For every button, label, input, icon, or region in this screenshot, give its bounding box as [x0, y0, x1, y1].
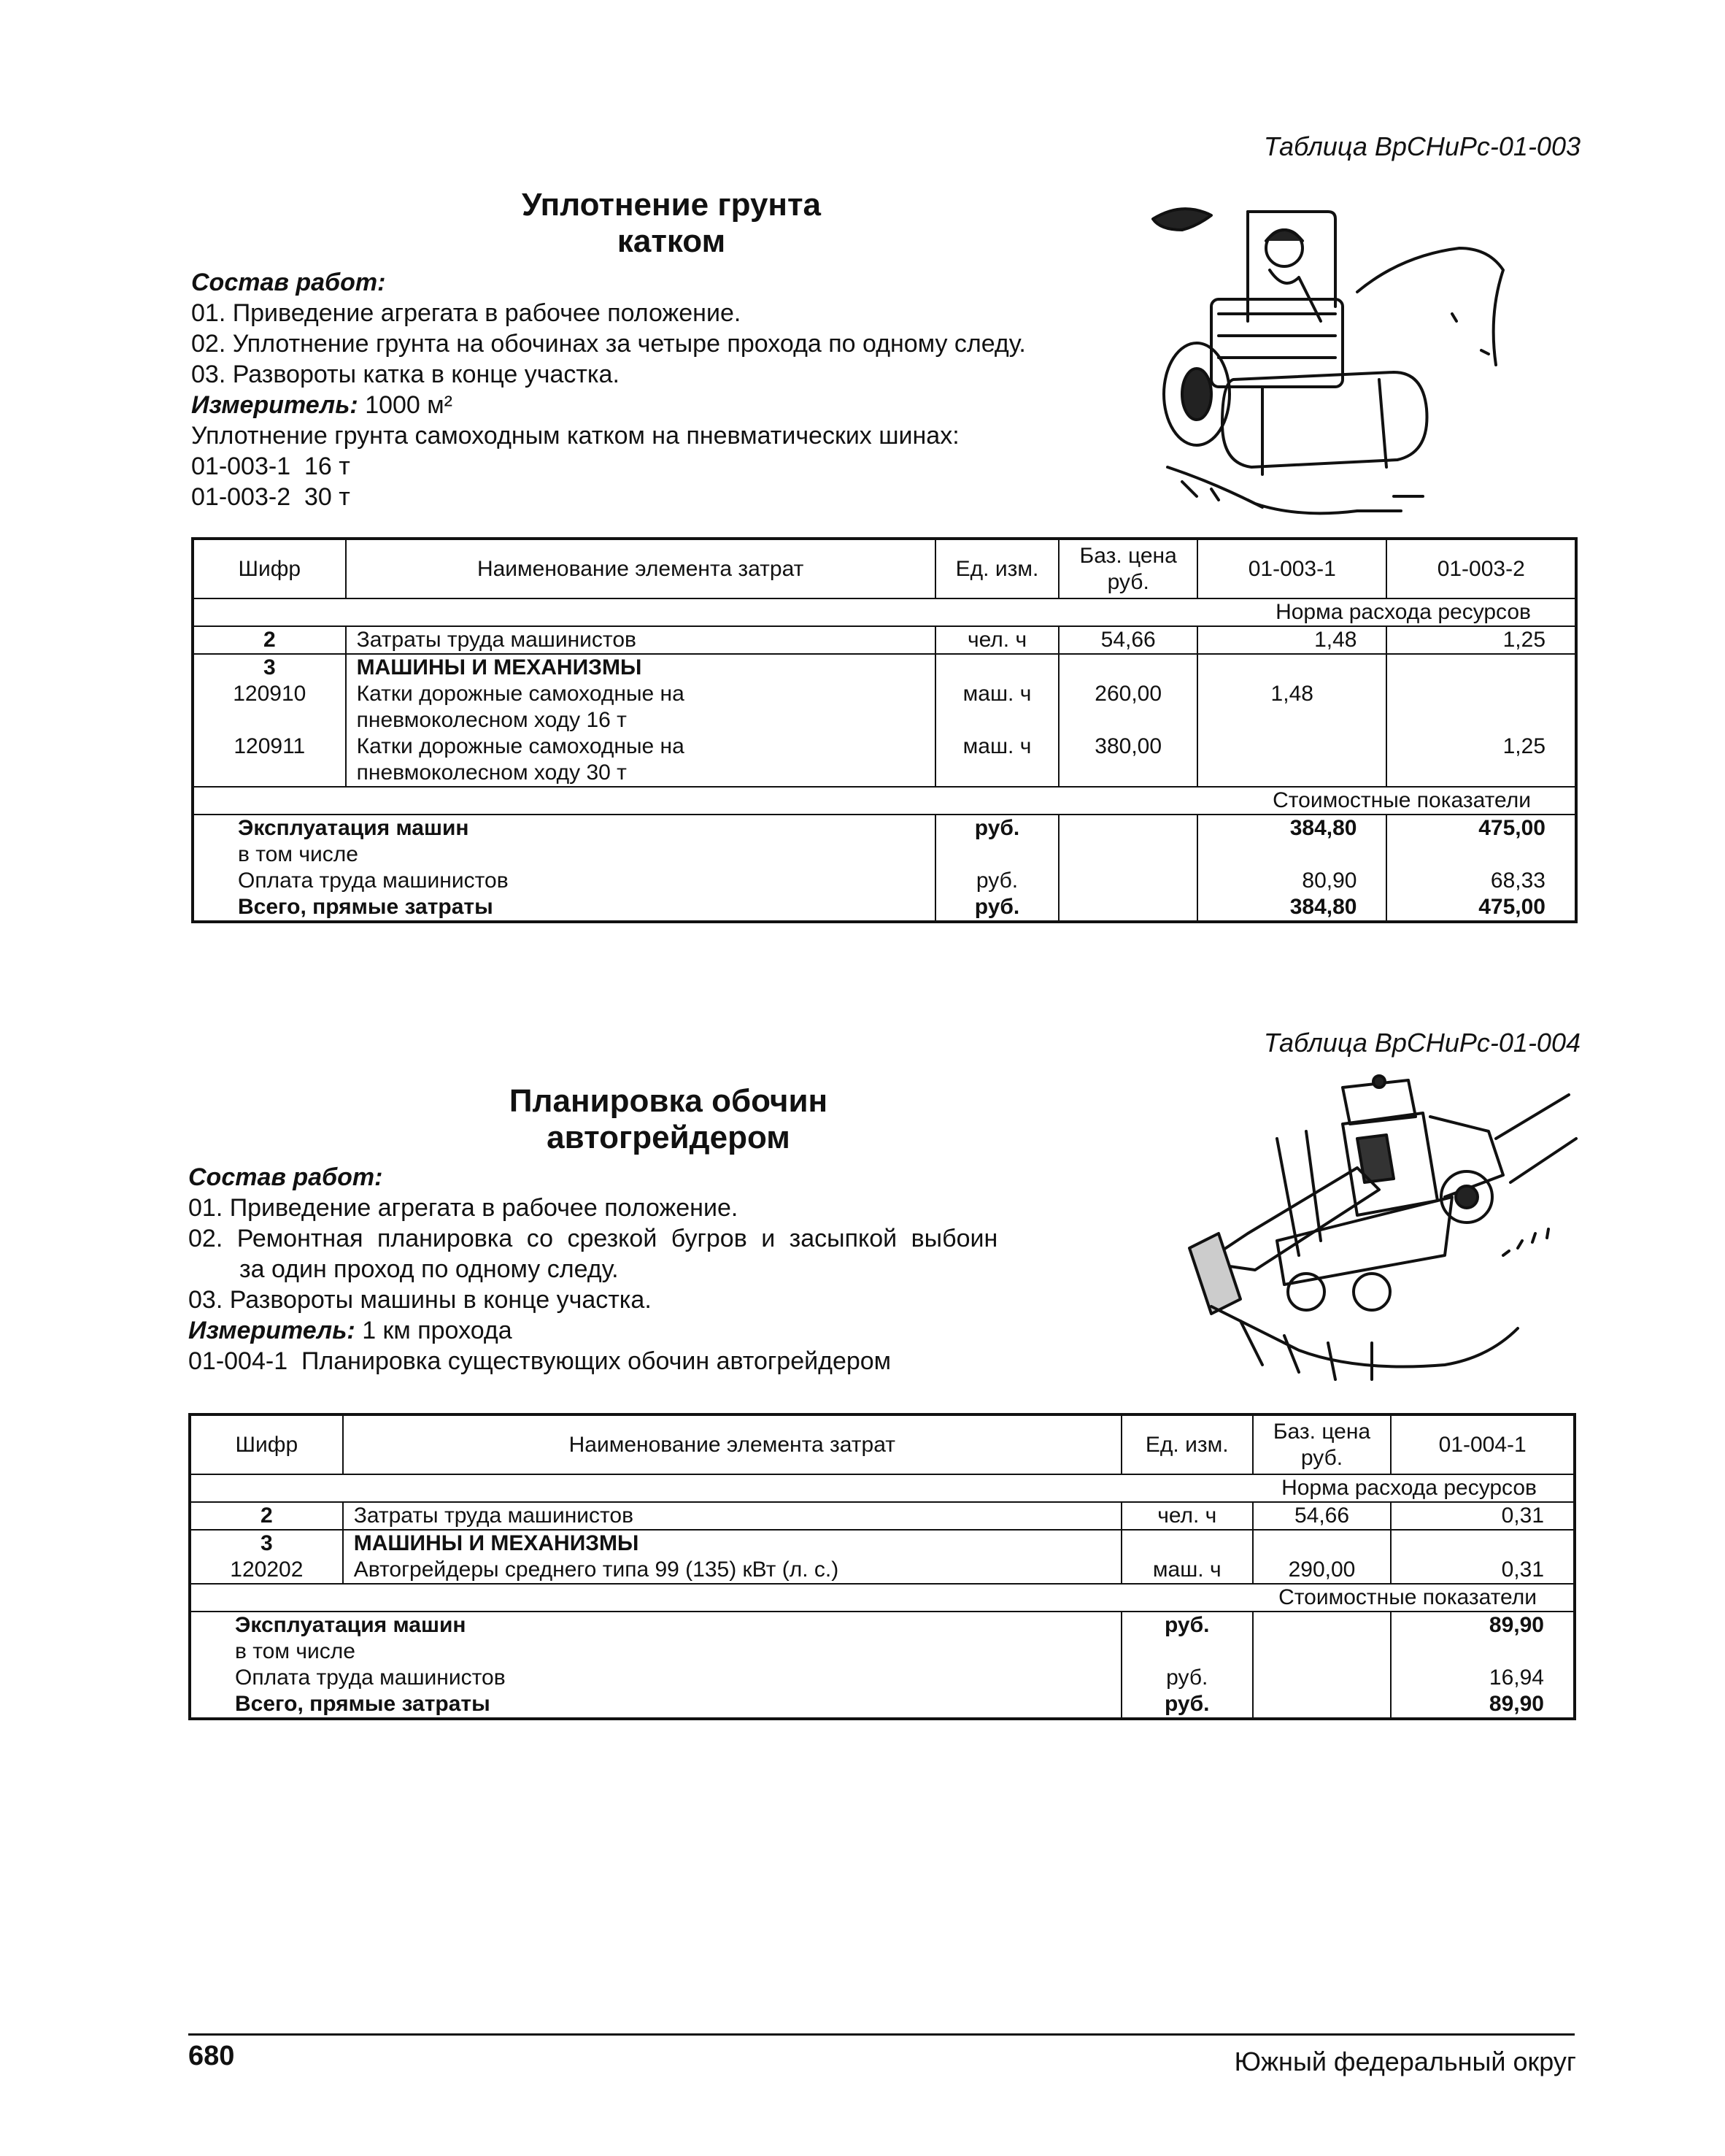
code-cell: 3 — [261, 1531, 273, 1555]
name-cell: Затраты труда машинистов — [346, 626, 935, 654]
price-cell: 54,66 — [1059, 626, 1197, 654]
unit-cell: маш. ч — [935, 734, 1060, 787]
unit-cell: руб. — [1122, 1691, 1253, 1719]
title-line: Планировка обочин — [509, 1083, 828, 1119]
header-cell: Ед. изм. — [935, 539, 1060, 598]
unit-cell: руб. — [935, 868, 1060, 894]
cost-row — [190, 1665, 1575, 1691]
measure-label: Измеритель: — [188, 1317, 355, 1344]
name-cell: МАШИНЫ И МЕХАНИЗМЫ — [346, 654, 935, 681]
unit-cell: чел. ч — [935, 626, 1060, 654]
measure-value: 1 км прохода — [362, 1317, 512, 1344]
work-step: 01. Приведение агрегата в рабочее положение. — [191, 299, 741, 327]
name-cell: МАШИНЫ И МЕХАНИЗМЫ — [343, 1530, 1122, 1557]
band-row — [190, 1584, 1575, 1612]
variant: 01-003-2 30 т — [191, 483, 350, 511]
table-label: Таблица ВрСНиРс-01-004 — [1263, 1028, 1581, 1058]
table-header-row — [193, 539, 1576, 598]
value-cell: 1,48 — [1197, 681, 1386, 734]
description: Уплотнение грунта самоходным катком на пневматических шинах: — [191, 422, 960, 450]
table-header-row — [190, 1414, 1575, 1474]
name-cell: Автогрейдеры среднего типа 99 (135) кВт (л. с.) — [343, 1557, 1122, 1584]
value-cell: 89,90 — [1391, 1691, 1575, 1719]
footer-region: Южный федеральный округ — [1234, 2047, 1576, 2076]
measure-label: Измеритель: — [191, 391, 358, 419]
work-description — [188, 1162, 1151, 1377]
cost-name: Оплата труда машинистов — [238, 869, 509, 893]
cost-name: Эксплуатация машин — [238, 816, 469, 840]
cost-row — [190, 1639, 1575, 1665]
value-cell: 475,00 — [1386, 815, 1576, 842]
norm-band: Норма расхода ресурсов — [190, 1474, 1575, 1502]
section-title — [416, 187, 927, 260]
band-row — [193, 787, 1576, 815]
cost-row — [193, 868, 1576, 894]
value-cell: 0,31 — [1391, 1557, 1575, 1584]
cost-name: Всего, прямые затраты — [238, 895, 493, 919]
price-cell: 380,00 — [1059, 734, 1197, 787]
work-description — [191, 267, 1140, 512]
unit-cell: руб. — [935, 815, 1060, 842]
unit-cell: руб. — [1122, 1665, 1253, 1691]
band-row — [193, 598, 1576, 626]
unit-cell: маш. ч — [935, 681, 1060, 734]
work-step: 02. Уплотнение грунта на обочинах за четыре прохода по одному следу. — [191, 330, 1026, 358]
value-cell: 384,80 — [1197, 815, 1386, 842]
header-cell: Наименование элемента затрат — [343, 1414, 1122, 1474]
cost-table — [188, 1413, 1576, 1720]
cost-row — [193, 842, 1576, 868]
price-cell: 54,66 — [1253, 1502, 1392, 1530]
description: 01-004-1 Планировка существующих обочин автогрейдером — [188, 1347, 892, 1375]
value-cell: 1,25 — [1386, 734, 1576, 787]
cost-name: Оплата труда машинистов — [235, 1666, 506, 1690]
header-cell: 01-003-2 — [1386, 539, 1576, 598]
header-cell: Баз. цена руб. — [1253, 1414, 1392, 1474]
table-row — [193, 681, 1576, 734]
measure-line — [191, 390, 1140, 420]
cost-row — [190, 1691, 1575, 1719]
variant: 01-003-1 16 т — [191, 453, 350, 480]
work-step: за один проход по одному следу. — [239, 1255, 619, 1283]
header-cell: 01-004-1 — [1391, 1414, 1575, 1474]
cost-name: в том числе — [235, 1639, 355, 1663]
code-cell: 120911 — [234, 734, 306, 758]
table-row — [193, 734, 1576, 787]
table-row — [193, 626, 1576, 654]
cost-name: в том числе — [238, 842, 358, 866]
value-cell — [1197, 734, 1386, 787]
table-row — [193, 654, 1576, 681]
cost-table — [191, 537, 1578, 923]
cost-row — [193, 894, 1576, 922]
value-cell: 384,80 — [1197, 894, 1386, 922]
header-cell: 01-003-1 — [1197, 539, 1386, 598]
price-cell: 290,00 — [1253, 1557, 1392, 1584]
name-cell: Затраты труда машинистов — [343, 1502, 1122, 1530]
cost-row — [190, 1612, 1575, 1639]
value-cell: 0,31 — [1391, 1502, 1575, 1530]
unit-cell: чел. ч — [1122, 1502, 1253, 1530]
work-step: 03. Развороты катка в конце участка. — [191, 361, 620, 388]
motor-grader-illustration — [1182, 1073, 1591, 1394]
value-cell: 475,00 — [1386, 894, 1576, 922]
title-line: катком — [617, 223, 726, 259]
work-step: 03. Развороты машины в конце участка. — [188, 1286, 652, 1314]
band-row — [190, 1474, 1575, 1502]
page-number: 680 — [188, 2041, 235, 2071]
table-row — [190, 1557, 1575, 1584]
work-step: 01. Приведение агрегата в рабочее положение. — [188, 1194, 738, 1222]
code-cell: 2 — [190, 1502, 343, 1530]
table-row — [190, 1530, 1575, 1557]
value-cell: 16,94 — [1391, 1665, 1575, 1691]
composition-label: Состав работ: — [188, 1163, 383, 1191]
code-cell: 120202 — [230, 1558, 304, 1582]
cost-name: Всего, прямые затраты — [235, 1692, 490, 1716]
name-cell: Катки дорожные самоходные на пневмоколесном ходу 30 т — [346, 734, 935, 787]
header-cell: Наименование элемента затрат — [346, 539, 935, 598]
title-line: автогрейдером — [547, 1120, 790, 1155]
footer-divider — [188, 2033, 1575, 2036]
value-cell: 80,90 — [1197, 868, 1386, 894]
unit-cell: маш. ч — [1122, 1557, 1253, 1584]
unit-cell: руб. — [1122, 1612, 1253, 1639]
value-cell: 68,33 — [1386, 868, 1576, 894]
title-line: Уплотнение грунта — [521, 187, 822, 223]
header-cell: Шифр — [193, 539, 346, 598]
section-title — [413, 1083, 924, 1156]
cost-name: Эксплуатация машин — [235, 1613, 466, 1637]
table-label: Таблица ВрСНиРс-01-003 — [1263, 131, 1581, 161]
price-cell: 260,00 — [1059, 681, 1197, 734]
unit-cell: руб. — [935, 894, 1060, 922]
header-cell: Шифр — [190, 1414, 343, 1474]
cost-band: Стоимостные показатели — [193, 787, 1576, 815]
norm-band: Норма расхода ресурсов — [193, 598, 1576, 626]
measure-line — [188, 1315, 1151, 1346]
value-cell — [1386, 681, 1576, 734]
header-cell: Ед. изм. — [1122, 1414, 1253, 1474]
header-cell: Баз. цена руб. — [1059, 539, 1197, 598]
cost-row — [193, 815, 1576, 842]
value-cell: 1,48 — [1197, 626, 1386, 654]
code-cell: 3 — [263, 655, 276, 679]
value-cell: 89,90 — [1391, 1612, 1575, 1639]
work-step: 02. Ремонтная планировка со срезкой бугров и засыпкой выбоин — [188, 1225, 998, 1252]
value-cell: 1,25 — [1386, 626, 1576, 654]
name-cell: Катки дорожные самоходные на пневмоколесном ходу 16 т — [346, 681, 935, 734]
composition-label: Состав работ: — [191, 269, 386, 296]
code-cell: 2 — [193, 626, 346, 654]
code-cell: 120910 — [233, 682, 306, 706]
cost-band: Стоимостные показатели — [190, 1584, 1575, 1612]
measure-value: 1000 м² — [365, 391, 452, 419]
road-roller-illustration — [1138, 190, 1518, 525]
table-row — [190, 1502, 1575, 1530]
